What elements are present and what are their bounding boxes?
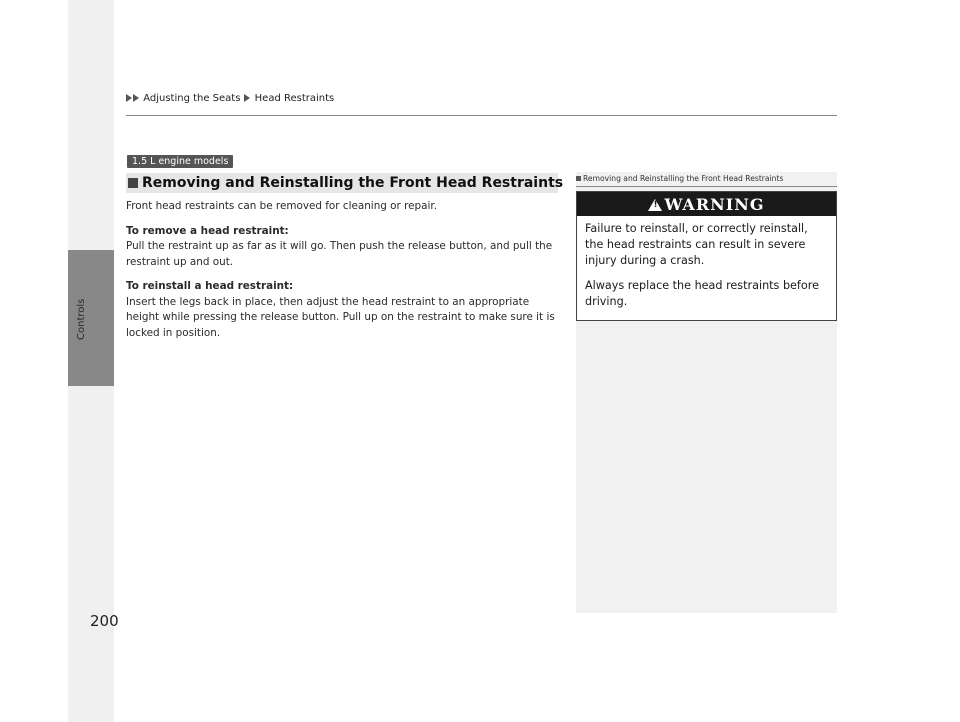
breadcrumb-arrow-icon [126,94,132,102]
breadcrumb-item-head-restraints[interactable]: Head Restraints [254,93,335,104]
engine-model-badge: 1.5 L engine models [127,155,233,168]
breadcrumb-arrow-icon [133,94,139,102]
section-square-icon [128,178,138,188]
page-number: 200 [90,612,119,630]
warning-triangle-icon [648,199,662,211]
reinstall-text: Insert the legs back in place, then adjust the head restraint to an appropriate height while pressing the release button. Pull up on the restraint to make sure it is locked in position. [126,295,555,339]
note-title: Removing and Reinstalling the Front Head Restraints [583,174,784,183]
warning-text-1: Failure to reinstall, or correctly reinstall, the head restraints can result in severe injury during a crash. [585,222,808,267]
breadcrumb-arrow-icon [244,94,250,102]
breadcrumb-item-adjusting-seats[interactable]: Adjusting the Seats [143,93,241,104]
remove-heading: To remove a head restraint: [126,224,289,237]
note-divider [576,186,837,187]
warning-band [577,192,836,216]
remove-text: Pull the restraint up as far as it will go. Then push the release button, and pull the restraint up and out. [126,240,553,268]
note-header [576,174,837,183]
warning-label: WARNING [664,195,765,214]
breadcrumb [126,93,338,104]
reinstall-heading: To reinstall a head restraint: [126,280,294,292]
section-body [126,199,564,341]
note-reference-icon [576,176,581,181]
warning-text-2: Always replace the head restraints before driving. [585,279,819,308]
intro-text: Front head restraints can be removed for cleaning or repair. [126,200,438,212]
sidebar-label: Controls [76,298,87,340]
section-title-text: Removing and Reinstalling the Front Head Restraints [142,175,564,191]
section-title [126,173,564,193]
header-divider [126,115,837,116]
warning-body [577,216,836,310]
warning-box [576,191,837,321]
